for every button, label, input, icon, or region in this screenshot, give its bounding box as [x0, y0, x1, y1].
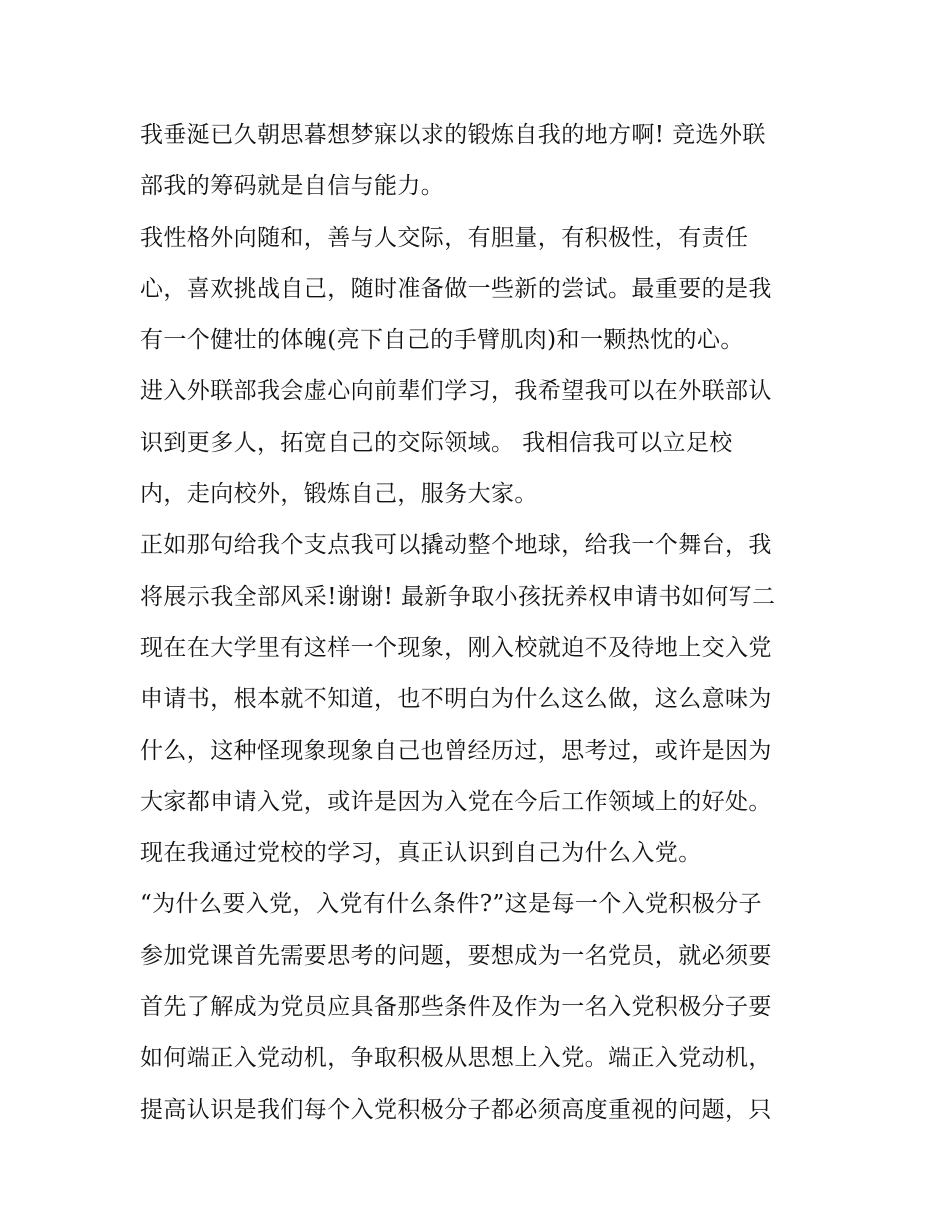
text-line: 将展示我全部风采!谢谢! 最新争取小孩抚养权申请书如何写二: [140, 583, 776, 610]
text-line: 有一个健壮的体魄(亮下自己的手臂肌肉)和一颗热忱的心。: [140, 327, 744, 354]
text-line: 现在我通过党校的学习，真正认识到自己为什么入党。: [140, 840, 702, 867]
text-line: “为什么要入党，入党有什么条件?”这是每一个入党积极分子: [140, 891, 763, 918]
text-line: 提高认识是我们每个入党积极分子都必须高度重视的问题，只: [140, 1096, 772, 1123]
text-line: 什么，这种怪现象现象自己也曾经历过，思考过，或许是因为: [140, 737, 772, 764]
text-line: 申请书，根本就不知道，也不明白为什么这么做，这么意味为: [140, 686, 772, 713]
text-line: 正如那句给我个支点我可以撬动整个地球，给我一个舞台，我: [140, 532, 772, 559]
text-line: 首先了解成为党员应具备那些条件及作为一名入党积极分子要: [140, 994, 772, 1021]
text-line: 进入外联部我会虚心向前辈们学习，我希望我可以在外联部认: [140, 378, 772, 405]
text-line: 现在在大学里有这样一个现象，刚入校就迫不及待地上交入党: [140, 634, 772, 661]
text-line: 大家都申请入党，或许是因为入党在今后工作领域上的好处。: [140, 788, 772, 815]
text-line: 如何端正入党动机，争取积极从思想上入党。端正入党动机，: [140, 1045, 772, 1072]
text-line: 部我的筹码就是自信与能力。: [140, 173, 445, 200]
document-body: [140, 110, 820, 1136]
text-line: 内，走向校外，锻炼自己，服务大家。: [140, 481, 538, 508]
text-line: 识到更多人，拓宽自己的交际领域。 我相信我可以立足校: [140, 429, 733, 456]
text-line: 我性格外向随和，善与人交际，有胆量，有积极性，有责任: [140, 224, 749, 251]
text-line: 我垂涎已久朝思暮想梦寐以求的锻炼自我的地方啊! 竞选外联: [140, 122, 766, 148]
text-line: 心，喜欢挑战自己，随时准备做一些新的尝试。最重要的是我: [140, 275, 772, 302]
text-line: 参加党课首先需要思考的问题，要想成为一名党员，就必须要: [140, 942, 772, 969]
